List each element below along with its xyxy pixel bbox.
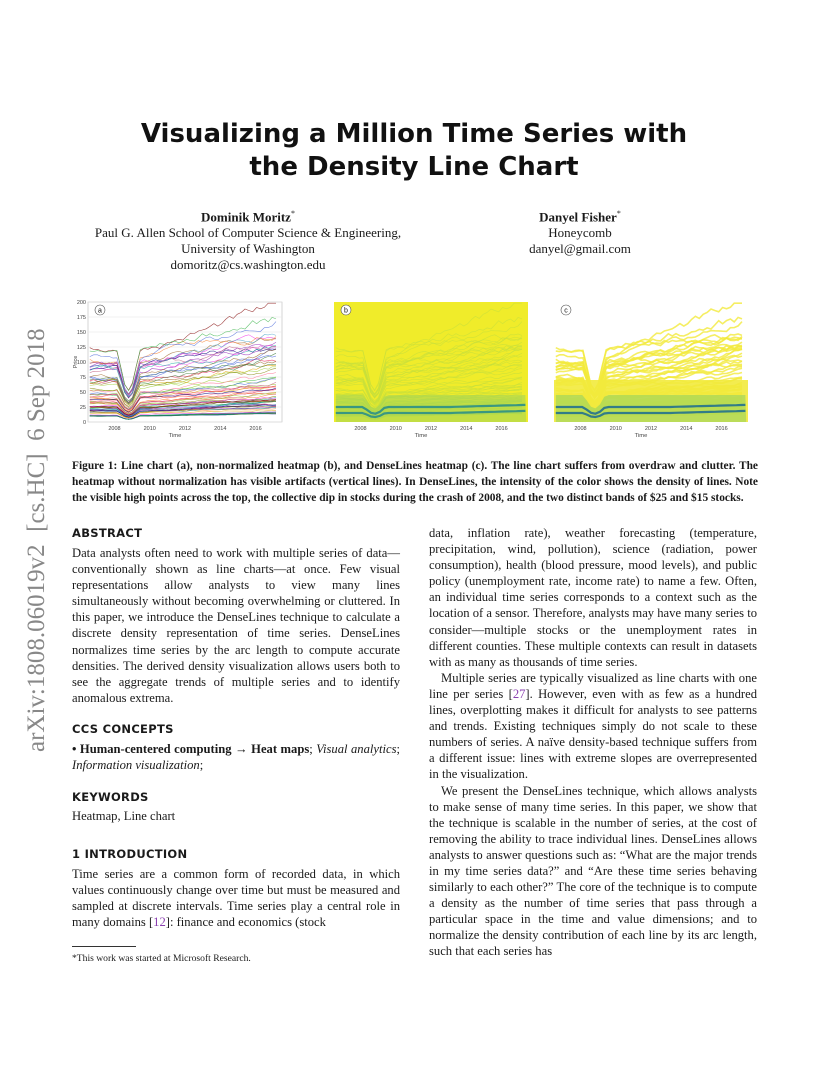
author-mark: * (290, 209, 295, 218)
keywords-heading: KEYWORDS (72, 790, 149, 804)
author-mark: * (616, 209, 621, 218)
y-tick-label: 200 (76, 300, 86, 306)
body-paragraph: data, inflation rate), weather forecasting (temperature, precipitation, wind, pollution), science (radiation, power consumption), health (blood pressure, mood levels), and public policy (unemployment rate, income rate) to name a few. Often, an individual time series corresponds to a context such as the location of a sensor. Therefore, analysts may have many series to consider—multiple stocks or the unemployment rates in different counties. These multiple contexts can result in datasets with as many as thousands of time series. (429, 526, 757, 669)
ccs-sep: ; (396, 742, 400, 756)
x-tick-label: 2008 (108, 426, 121, 432)
intro-paragraph: Time series are a common form of recorded data, in which values continuously change over time but must be measured and sampled at discrete intervals. Time series play a central role in many domains [ (72, 867, 400, 930)
y-tick-label: 150 (76, 330, 86, 336)
heatmap-c (536, 296, 758, 442)
author-name: Dominik Moritz (201, 209, 291, 225)
abstract-heading: ABSTRACT (72, 526, 143, 540)
x-tick-label: 2012 (178, 426, 192, 432)
x-axis-label: Time (414, 433, 428, 439)
intro-paragraph-cont: ]: finance and economics (stock (165, 915, 326, 930)
panel-label: c (564, 307, 568, 315)
x-tick-label: 2016 (495, 426, 508, 432)
author-block-1 (80, 206, 416, 273)
citation-link[interactable]: 12 (153, 915, 166, 930)
intro-heading: 1 INTRODUCTION (72, 847, 188, 861)
citation-link[interactable]: 27 (512, 686, 526, 701)
ccs-text (72, 741, 400, 773)
keywords-text: Heatmap, Line chart (72, 809, 176, 823)
footnote-rule (72, 946, 136, 947)
ccs-sep: ; (309, 742, 317, 756)
panel-label: b (344, 307, 348, 315)
paper-title (0, 118, 828, 184)
y-tick-label: 50 (79, 390, 86, 396)
title-line-2: the Density Line Chart (249, 152, 579, 182)
x-tick-label: 2016 (249, 426, 262, 432)
y-tick-label: 25 (79, 405, 86, 411)
x-tick-label: 2012 (424, 426, 438, 432)
y-tick-label: 75 (79, 375, 86, 381)
right-column-text (429, 525, 757, 960)
x-axis-label: Time (168, 433, 182, 439)
body-paragraph: Multiple series are typically visualized as line charts with one line per series [ (429, 670, 757, 701)
abstract-text (72, 545, 400, 706)
x-tick-label: 2008 (574, 426, 587, 432)
author-name: Danyel Fisher (539, 209, 617, 225)
body-paragraph-cont: ]. However, even with as few as a hundred lines, overplotting makes it difficult for analysts to see patterns and trends. Existing techniques simply do not scale to these numbers of series. A naïve density-based technique suffers from a different issue: lines with extreme slopes are overrepresented in the visualization. (429, 686, 758, 782)
figure-panel-c (536, 296, 758, 442)
ccs-concept: Information visualization (72, 758, 200, 773)
x-tick-label: 2008 (354, 426, 367, 432)
author-affiliation: Paul G. Allen School of Computer Science & Engineering, (94, 225, 402, 241)
x-axis-label: Time (634, 433, 648, 439)
figure-panel-a (70, 296, 310, 442)
author-affiliation: University of Washington (181, 241, 315, 257)
y-tick-label: 100 (76, 360, 86, 366)
title-line-1: Visualizing a Million Time Series with (140, 119, 688, 149)
x-tick-label: 2014 (460, 426, 473, 432)
author-block-2 (500, 206, 660, 257)
arxiv-id: arXiv:1808.06019v2 [cs.HC] 6 Sep 2018 (23, 328, 50, 752)
ccs-heading: CCS CONCEPTS (72, 722, 174, 736)
ccs-concept: Visual analytics (316, 742, 397, 756)
body-paragraph: We present the DenseLines technique, which allows analysts to make sense of many time series. In this paper, we show that the technique is scalable in the number of series, at the cost of removing the ability to trace individual lines. DenseLines allows analysts to answer questions such as: “What are the major trends in my time series data?” and “Are these time series behaving similarly to each other?” The core of the technique is to compute a density as the number of time series that pass through a particular space in the time and value dimensions; and to normalize the density contribution of each line by its arc length, such that each series has (429, 783, 757, 959)
x-tick-label: 2014 (214, 426, 227, 432)
y-tick-label: 0 (82, 420, 86, 426)
x-tick-label: 2012 (644, 426, 658, 432)
line-chart-a (70, 296, 310, 442)
x-tick-label: 2010 (389, 426, 402, 432)
ccs-end: ; (199, 758, 204, 773)
figure-caption: Figure 1: Line chart (a), non-normalized heatmap (b), and DenseLines heatmap (c). The line chart suffers from overdraw and clutter. The heatmap without normalization has visible artifacts (vertical lines). In DenseLines, the intensity of the color shows the density of lines. Note the visible high points across the top, the collective dip in stocks during the crash of 2008, and the two distinct bands of $25 and $15 stocks. (72, 460, 758, 504)
x-tick-label: 2016 (715, 426, 728, 432)
heatmap-b (316, 296, 534, 442)
ccs-concept-bold: • Human-centered computing → Heat maps (72, 742, 310, 756)
y-tick-label: 125 (76, 345, 86, 351)
intro-text (72, 866, 400, 930)
figure-panel-b (316, 296, 534, 442)
author-email[interactable]: domoritz@cs.washington.edu (170, 257, 326, 273)
panel-label: a (98, 307, 102, 315)
abstract-paragraph: Data analysts often need to work with multiple series of data—conventionally shown as line charts—at once. Few visual representations allow analysts to view many lines simultaneously without becoming overwhelming or cluttered. In this paper, we introduce the DenseLines technique to calculate a discrete density representation of time series. DenseLines normalizes time series by the arc length to compute accurate densities. The derived density visualization allows users both to see the aggregate trends of multiple series and to identify anomalous extrema. (72, 546, 400, 705)
author-affiliation: Honeycomb (548, 225, 612, 241)
x-tick-label: 2010 (609, 426, 622, 432)
author-email[interactable]: danyel@gmail.com (529, 241, 631, 257)
x-tick-label: 2014 (680, 426, 693, 432)
y-axis-label: Price (73, 355, 79, 369)
y-tick-label: 175 (76, 315, 86, 321)
x-tick-label: 2010 (143, 426, 156, 432)
footnote: *This work was started at Microsoft Research. (72, 953, 251, 964)
